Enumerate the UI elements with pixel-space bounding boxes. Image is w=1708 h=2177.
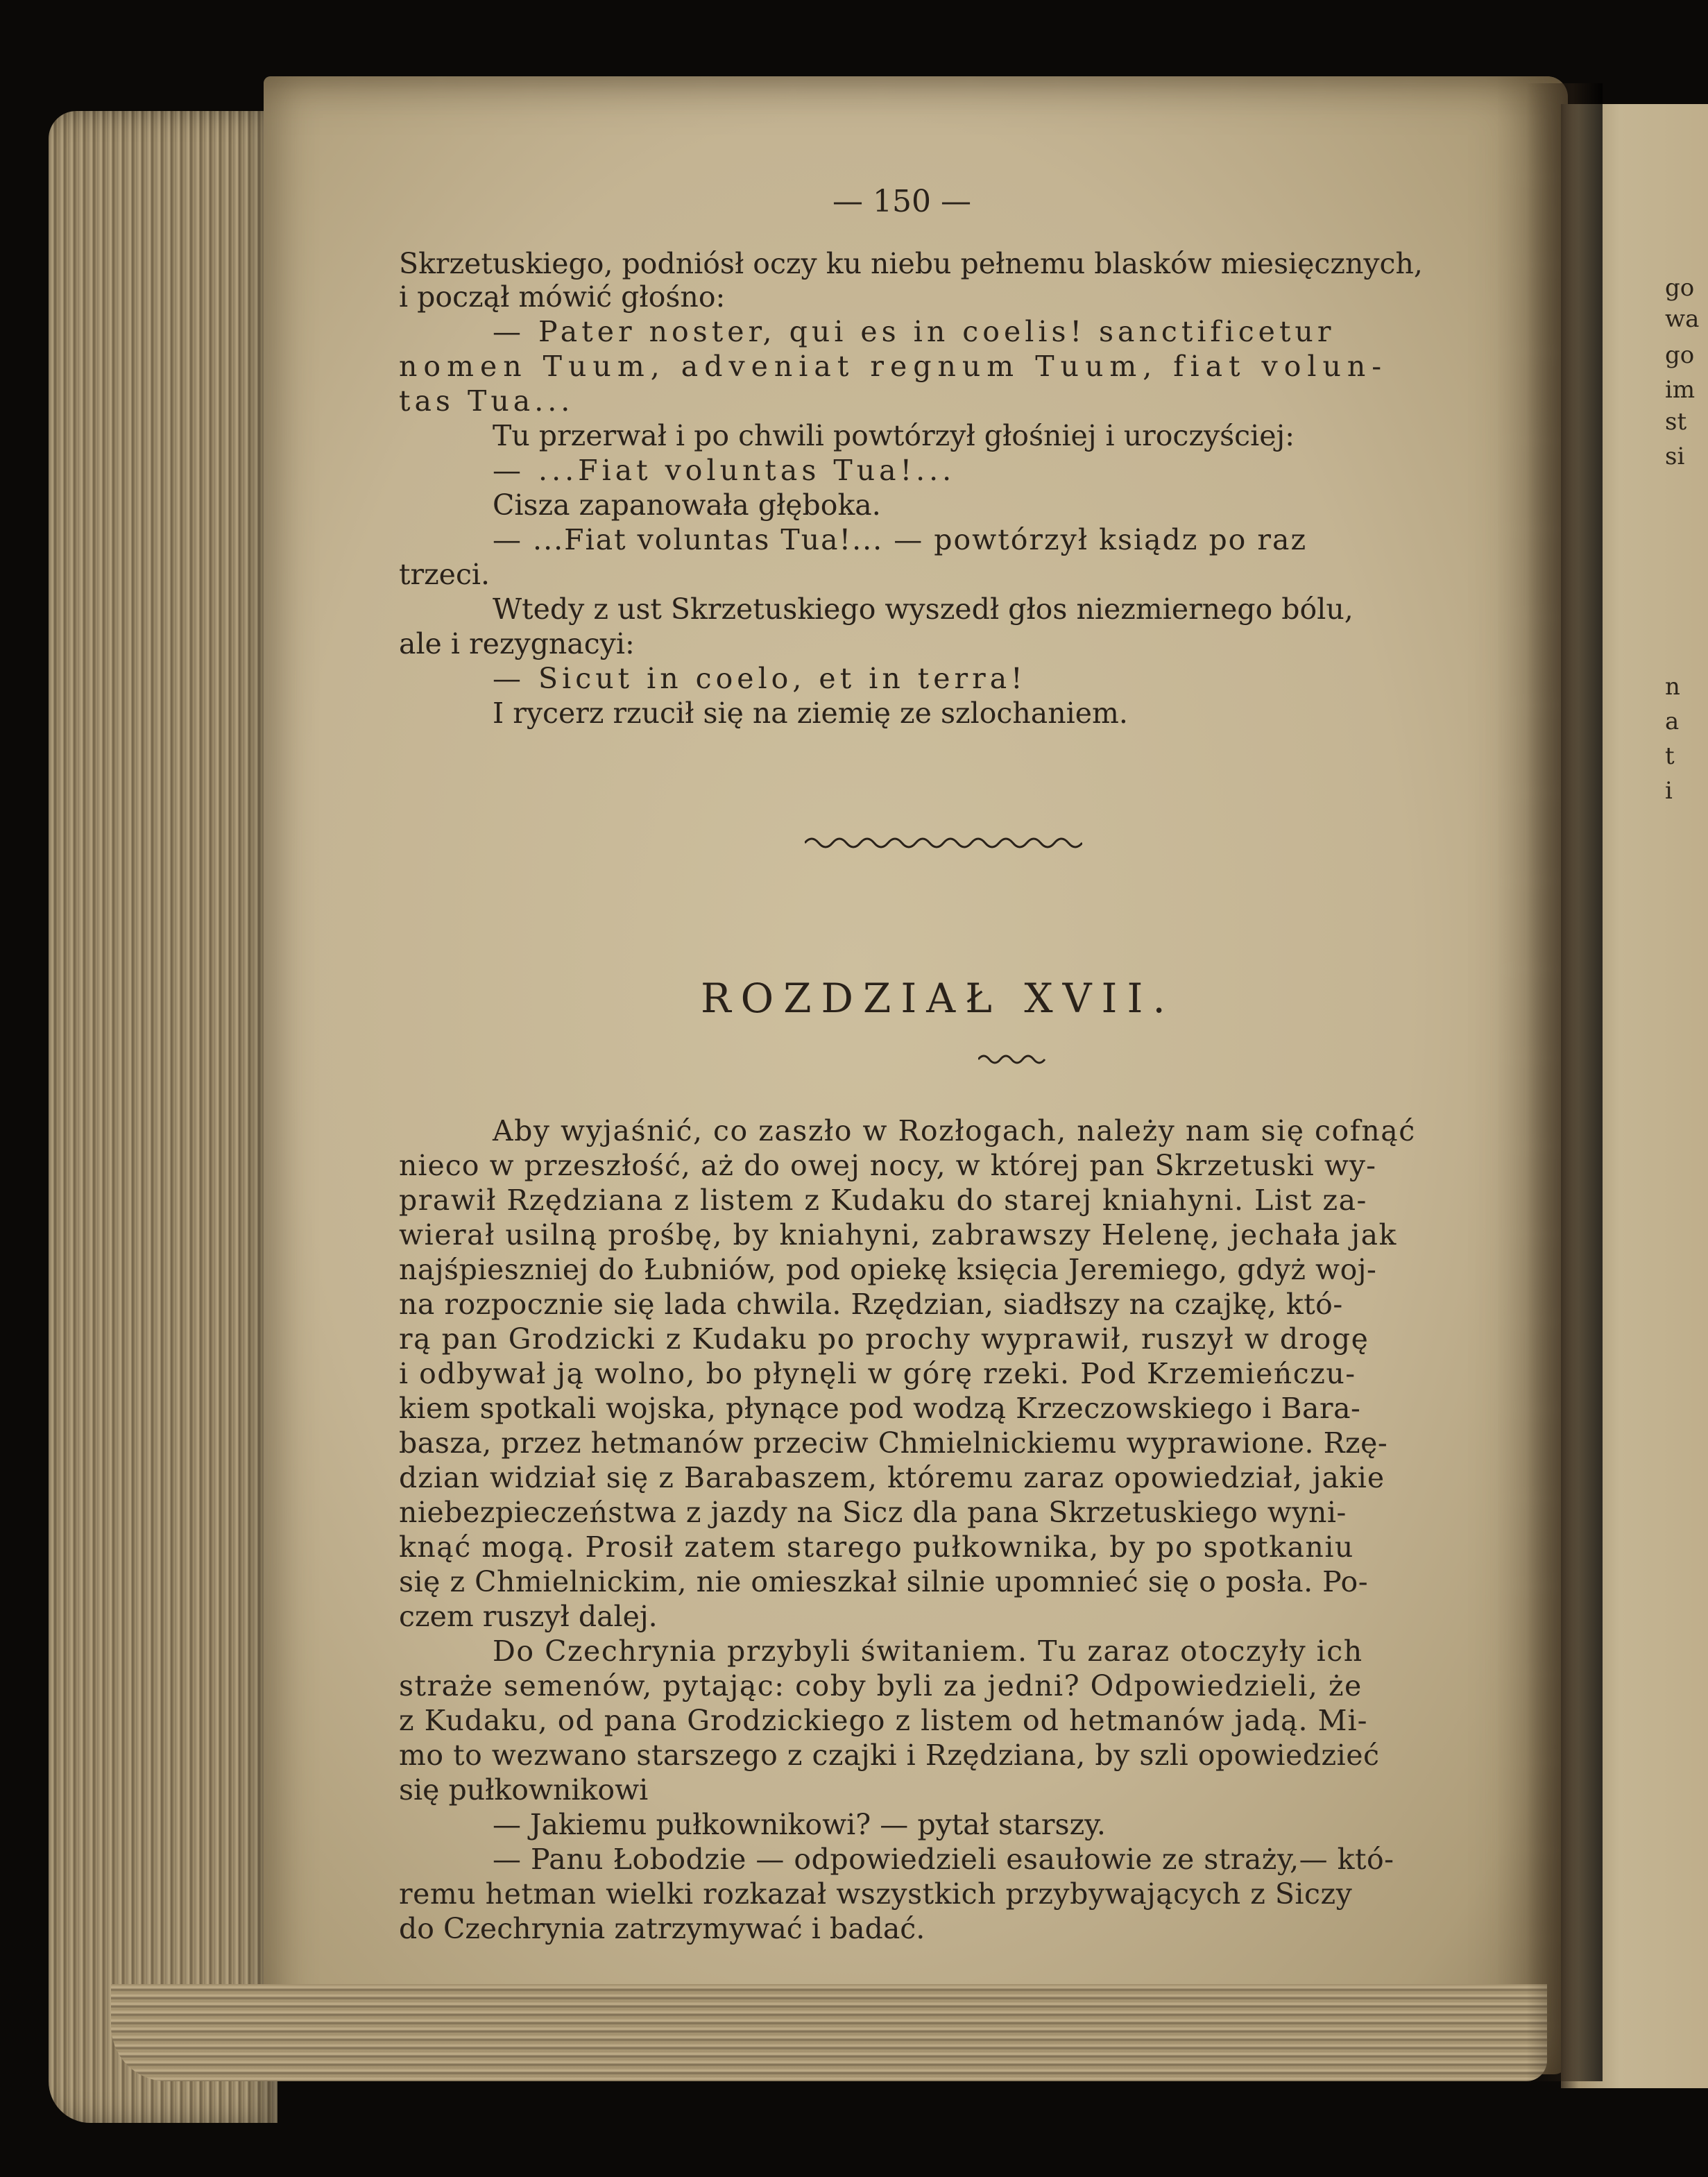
text-line: na rozpocznie się lada chwila. Rzędzian, siadłszy na czajkę, któ- xyxy=(399,1288,1343,1321)
text-line: Cisza zapanowała głęboka. xyxy=(493,488,881,522)
wavy-divider-ornament xyxy=(805,833,1082,853)
text-line: straże semenów, pytając: coby byli za jedni? Odpowiedzieli, że xyxy=(399,1669,1363,1702)
text-line: i począł mówić głośno: xyxy=(399,280,726,314)
facing-page-fragment: go xyxy=(1665,274,1695,302)
book-page-edges xyxy=(49,111,277,2123)
facing-page-fragment: t xyxy=(1665,742,1675,770)
text-line: do Czechrynia zatrzymywać i badać. xyxy=(399,1912,925,1945)
text-line: czem ruszył dalej. xyxy=(399,1600,658,1633)
text-line: kiem spotkali wojska, płynące pod wodzą Krzeczowskiego i Bara- xyxy=(399,1392,1361,1425)
gutter-shadow xyxy=(1526,83,1603,2081)
chapter-title: ROZDZIAŁ XVII. xyxy=(701,975,1175,1022)
text-line: Aby wyjaśnić, co zaszło w Rozłogach, należy nam się cofnąć xyxy=(493,1114,1416,1147)
text-line: prawił Rzędziana z listem z Kudaku do starej kniahyni. List za- xyxy=(399,1184,1367,1217)
text-line: niebezpieczeństwa z jazdy na Sicz dla pana Skrzetuskiego wyni- xyxy=(399,1496,1347,1529)
text-line: — Jakiemu pułkownikowi? — pytał starszy. xyxy=(493,1808,1106,1841)
facing-page-fragment: n xyxy=(1665,673,1680,701)
text-line: Skrzetuskiego, podniósł oczy ku niebu pełnemu blasków miesięcznych, xyxy=(399,247,1423,280)
text-line: tas Tua... xyxy=(399,384,574,418)
facing-page-fragment: go xyxy=(1665,341,1695,369)
text-line: się z Chmielnickim, nie omieszkał silnie upomnieć się o posła. Po- xyxy=(399,1565,1369,1598)
small-divider-ornament xyxy=(978,1051,1054,1068)
text-line: Do Czechrynia przybyli świtaniem. Tu zaraz otoczyły ich xyxy=(493,1634,1363,1668)
text-line: — Sicut in coelo, et in terra! xyxy=(493,662,1027,695)
text-line: ale i rezygnacyi: xyxy=(399,627,635,660)
text-line: trzeci. xyxy=(399,558,490,591)
text-line: I rycerz rzucił się na ziemię ze szlochaniem. xyxy=(493,697,1128,730)
facing-page-fragment: i xyxy=(1665,777,1673,805)
facing-page-fragment: im xyxy=(1665,376,1696,404)
text-line: rą pan Grodzicki z Kudaku po prochy wyprawił, ruszył w drogę xyxy=(399,1322,1369,1356)
text-line: — Panu Łobodzie — odpowiedzieli esaułowie ze straży,— któ- xyxy=(493,1843,1394,1876)
facing-page-fragment: st xyxy=(1665,408,1687,436)
facing-page-fragment: a xyxy=(1665,708,1680,735)
facing-page-fragment: wa xyxy=(1665,305,1700,333)
text-line: nomen Tuum, adveniat regnum Tuum, fiat volun- xyxy=(399,350,1388,383)
text-line: basza, przez hetmanów przeciw Chmielnickiemu wyprawione. Rzę- xyxy=(399,1426,1388,1460)
text-line: się pułkownikowi xyxy=(399,1773,649,1807)
text-line: Wtedy z ust Skrzetuskiego wyszedł głos niezmiernego bólu, xyxy=(493,592,1353,626)
text-line: Tu przerwał i po chwili powtórzył głośniej i uroczyściej: xyxy=(493,419,1295,452)
text-line: — Pater noster, qui es in coelis! sanctificetur xyxy=(493,315,1335,348)
page-number: — 150 — xyxy=(832,184,971,219)
text-line: — ...Fiat voluntas Tua!... xyxy=(493,454,956,487)
text-line: remu hetman wielki rozkazał wszystkich przybywających z Siczy xyxy=(399,1877,1353,1911)
text-line: z Kudaku, od pana Grodzickiego z listem od hetmanów jadą. Mi- xyxy=(399,1704,1368,1737)
book-bottom-edges xyxy=(111,1984,1547,2081)
text-line: mo to wezwano starszego z czajki i Rzędziana, by szli opowiedzieć xyxy=(399,1739,1380,1772)
text-line: dzian widział się z Barabaszem, któremu zaraz opowiedział, jakie xyxy=(399,1461,1385,1494)
text-line: wierał usilną prośbę, by kniahyni, zabrawszy Helenę, jechała jak xyxy=(399,1218,1397,1252)
text-line: — ...Fiat voluntas Tua!... — powtórzył ksiądz po raz xyxy=(493,523,1308,556)
text-line: nieco w przeszłość, aż do owej nocy, w której pan Skrzetuski wy- xyxy=(399,1149,1376,1182)
text-line: i odbywał ją wolno, bo płynęli w górę rzeki. Pod Krzemieńczu- xyxy=(399,1357,1356,1390)
facing-page-fragment: si xyxy=(1665,443,1685,470)
text-line: najśpieszniej do Łubniów, pod opiekę księcia Jeremiego, gdyż woj- xyxy=(399,1253,1377,1286)
text-line: knąć mogą. Prosił zatem starego pułkownika, by po spotkaniu xyxy=(399,1530,1354,1564)
